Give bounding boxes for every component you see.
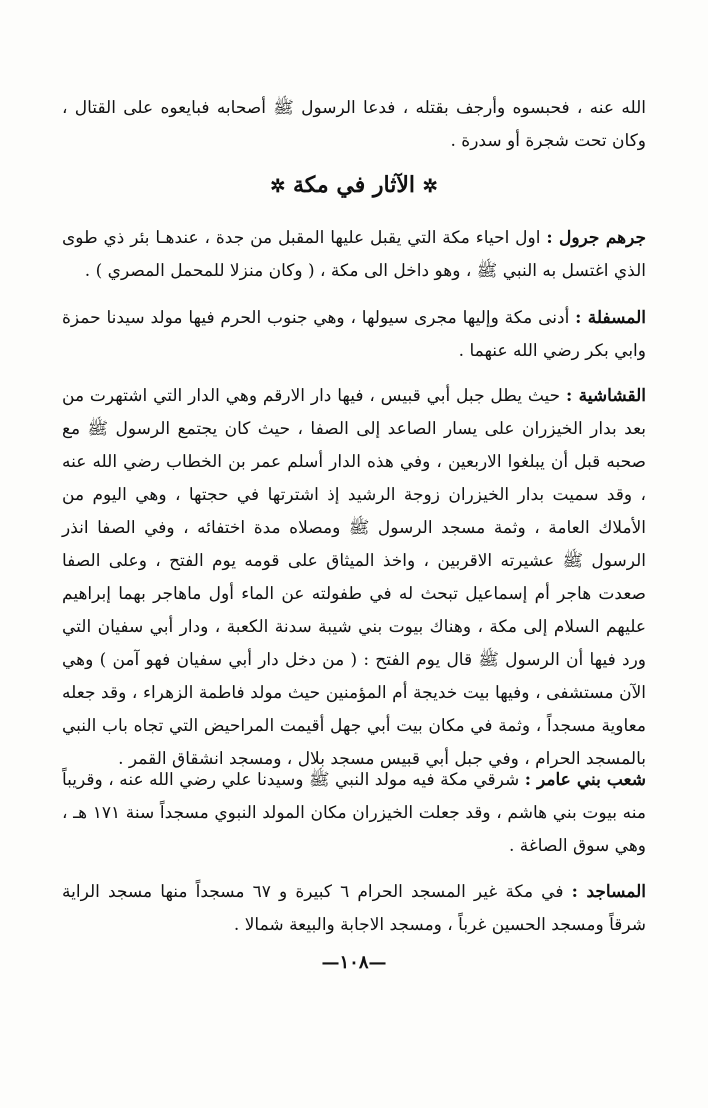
entry-term: شعب بني عامر : [524,770,646,790]
star-ornament-icon: ✲ [422,175,438,197]
intro-paragraph [62,92,646,158]
entry-term: المسفلة : [575,308,647,328]
entry-term: جرهم جرول : [546,228,646,248]
entry-term: القشاشية : [566,386,647,406]
entry-text: حيث يطل جبل أبي قبيس ، فيها دار الارقم وهي الدار التي اشتهرت من بعد بدار الخيزران على يسار الصاعد إلى الصفا ، حيث كان يجتمع الرسول ﷺ مع صحبه قبل أن يبلغوا الاربعين ، وفي هذه الدار أسلم عمر بن الخطاب رضي الله عنه ، وقد سميت بدار الخيزران زوجة الرشيد إذ اشترتها في حجتها ، وهي اليوم من الأملاك العامة ، وثمة مسجد الرسول ﷺ ومصلاه مدة اختفائه ، وفي الصفا انذر الرسول ﷺ عشيرته الاقربين ، واخذ الميثاق على قومه يوم الفتح ، وعلى الصفا صعدت هاجر أم إسماعيل تبحث له في طفولته عن الماء أول ماهاجر بهما إبراهيم عليهم السلام إلى مكة ، وهناك بيوت بني شيبة سدنة الكعبة ، ودار أبي سفيان التي ورد فيها أن الرسول ﷺ قال يوم الفتح : ( من دخل دار أبي سفيان فهو آمن ) وهي الآن مستشفى ، وفيها بيت خديجة أم المؤمنين حيث مولد فاطمة الزهراء ، وقد جعله معاوية مسجداً ، وثمة في مكان بيت أبي جهل أقيمت المراحيض التي تجاه باب النبي بالمسجد الحرام ، وفي جبل أبي قبيس مسجد بلال ، ومسجد انشقاق القمر . [62,386,646,769]
entry-term: المساجد : [571,882,647,902]
paragraph-misfala [62,302,646,368]
paragraph-qashashiya [62,380,646,776]
star-ornament-icon: ✲ [270,175,286,197]
section-title: الآثار في مكة [292,172,415,198]
paragraph-masajid [62,876,646,942]
section-heading [0,172,708,198]
entry-text: اول احياء مكة التي يقبل عليها المقبل من جدة ، عندهـا بئر ذي طوى الذي اغتسل به النبي ﷺ ، وهو داخل الى مكة ، ( وكان منزلا للمحمل المصري ) . [62,228,646,281]
paragraph-shib-bani-amer [62,764,646,863]
entry-text: في مكة غير المسجد الحرام ٦ كبيرة و ٦٧ مسجداً منها مسجد الراية شرقاً ومسجد الحسين غرباً ، ومسجد الاجابة والبيعة شمالا . [62,882,646,935]
intro-text: الله عنه ، فحبسوه وأرجف بقتله ، فدعا الرسول ﷺ أصحابه فبايعوه على القتال ، وكان تحت شجرة أو سدرة . [62,98,646,151]
entry-text: شرقي مكة فيه مولد النبي ﷺ وسيدنا علي رضي الله عنه ، وقريباً منه بيوت بني هاشم ، وقد جعلت الخيزران مكان المولد النبوي مسجداً سنة ١٧١ هـ ، وهي سوق الصاغة . [62,770,646,856]
paragraph-jarwal [62,222,646,288]
page-number: —١٠٨— [321,952,387,973]
entry-text: أدنى مكة وإليها مجرى سيولها ، وهي جنوب الحرم فيها مولد سيدنا حمزة وابي بكر رضي الله عنهما . [62,308,646,361]
